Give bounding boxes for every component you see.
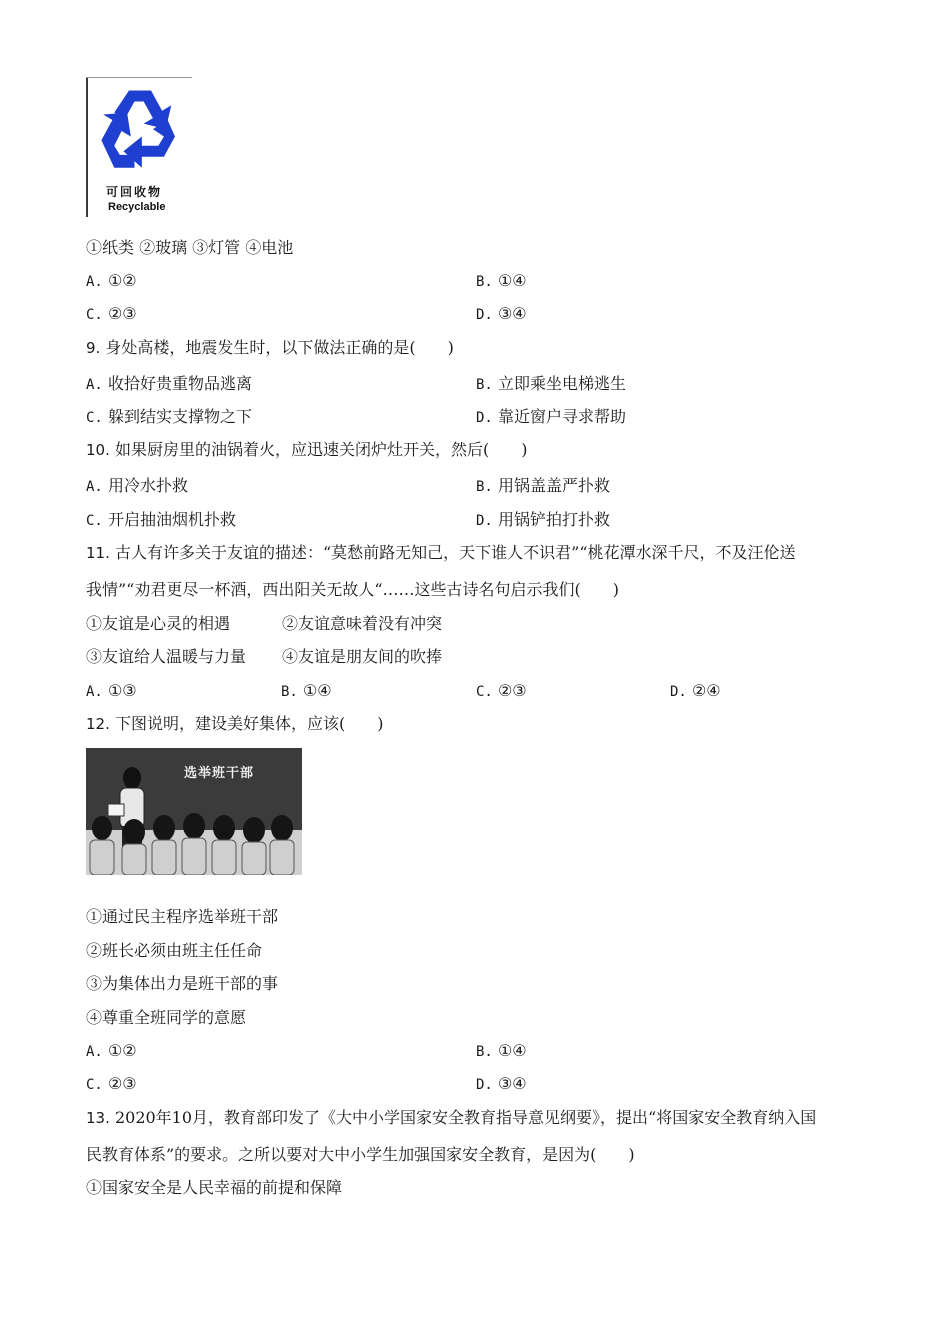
image-border [86,77,192,78]
question-text: 如果厨房里的油锅着火，应迅速关闭炉灶开关，然后( ) [114,440,528,459]
question-text: 身处高楼，地震发生时，以下做法正确的是( ) [105,338,454,357]
option-text: 躲到结实支撑物之下 [107,407,252,426]
option-letter: B. [281,684,298,700]
question-text: 2020年10月，教育部印发了《大中小学国家安全教育指导意见纲要》，提出“将国家安全教育纳入国 [114,1108,817,1127]
option-letter: C. [86,307,103,323]
option-text: 开启抽油烟机扑救 [107,510,236,529]
option-letter: C. [86,513,103,529]
question-number: 12. [86,715,110,733]
option-letter: C. [86,1077,103,1093]
option-text: ①④ [497,271,527,290]
image-border [86,77,88,217]
q11-option-d[interactable] [670,681,721,702]
q9-option-c[interactable] [86,407,252,428]
question-number: 10. [86,441,110,459]
question-number: 9. [86,339,101,357]
option-text: 用锅铲拍打扑救 [497,510,610,529]
q12-statement-1: ①通过民主程序选举班干部 [86,907,279,926]
teacher-and-students-illustration [86,748,302,875]
question-number: 11. [86,544,110,562]
q10-stem [86,440,527,460]
q12-statement-4: ④尊重全班同学的意愿 [86,1008,247,1027]
recycle-icon [94,85,186,177]
q9-option-b[interactable] [476,374,626,395]
q8-option-c[interactable] [86,304,137,325]
option-letter: B. [476,1044,493,1060]
question-text: 下图说明，建设美好集体，应该( ) [114,714,384,733]
option-letter: A. [86,377,103,393]
option-letter: C. [476,684,493,700]
recycle-label-cn: 可回收物 [106,185,163,199]
question-number: 13. [86,1109,110,1127]
option-text: 用冷水扑救 [107,476,188,495]
q11-statement-2: ②友谊意味着没有冲突 [282,614,443,633]
class-election-photo [86,748,302,875]
option-letter: D. [476,1077,493,1093]
option-text: ①③ [107,681,137,700]
option-text: ②③ [107,304,137,323]
option-text: ①④ [302,681,332,700]
option-letter: A. [86,684,103,700]
recycle-label-en: Recyclable [108,201,166,213]
q12-option-b[interactable] [476,1041,527,1062]
q11-stem-line2: 我情”“劝君更尽一杯酒，西出阳关无故人“……这些古诗名句启示我们( ) [86,580,620,599]
q8-option-b[interactable] [476,271,527,292]
q12-stem [86,714,383,734]
option-letter: D. [476,410,493,426]
q11-statement-1: ①友谊是心灵的相遇 [86,614,231,633]
q11-option-a[interactable] [86,681,137,702]
option-text: ①④ [497,1041,527,1060]
option-text: 靠近窗户寻求帮助 [497,407,626,426]
blackboard-text: 选举班干部 [184,766,255,781]
q13-stem-line1 [86,1108,816,1128]
option-text: 收拾好贵重物品逃离 [107,374,252,393]
q9-stem [86,338,454,358]
q12-option-c[interactable] [86,1074,137,1095]
q13-stem-line2: 民教育体系”的要求。之所以要对大中小学生加强国家安全教育，是因为( ) [86,1145,635,1164]
question-text: 古人有许多关于友谊的描述：“莫愁前路无知己，天下谁人不识君”“桃花潭水深千尺，不及汪伦送 [114,543,796,562]
option-letter: B. [476,377,493,393]
q11-statement-3: ③友谊给人温暖与力量 [86,647,247,666]
q12-option-a[interactable] [86,1041,137,1062]
recycle-sign-image [86,77,192,217]
q9-option-a[interactable] [86,374,252,395]
option-text: 用锅盖盖严扑救 [497,476,610,495]
option-text: ②④ [691,681,721,700]
q8-option-a[interactable] [86,271,137,292]
option-text: ①② [107,1041,137,1060]
q11-option-c[interactable] [476,681,527,702]
q8-option-d[interactable] [476,304,527,325]
option-letter: D. [476,513,493,529]
option-text: ①② [107,271,137,290]
option-letter: A. [86,1044,103,1060]
option-letter: B. [476,479,493,495]
q12-statement-2: ②班长必须由班主任任命 [86,941,263,960]
option-letter: D. [670,684,687,700]
option-text: ③④ [497,1074,527,1093]
q11-option-b[interactable] [281,681,332,702]
option-letter: A. [86,479,103,495]
q10-option-b[interactable] [476,476,610,497]
q9-option-d[interactable] [476,407,626,428]
q10-option-d[interactable] [476,510,610,531]
option-letter: B. [476,274,493,290]
q12-option-d[interactable] [476,1074,527,1095]
q8-items: ①纸类 ②玻璃 ③灯管 ④电池 [86,238,294,257]
q11-stem-line1 [86,543,796,563]
option-letter: A. [86,274,103,290]
option-letter: C. [86,410,103,426]
q10-option-c[interactable] [86,510,236,531]
q10-option-a[interactable] [86,476,188,497]
q13-statement-1: ①国家安全是人民幸福的前提和保障 [86,1178,343,1197]
q11-statement-4: ④友谊是朋友间的吹捧 [282,647,443,666]
option-text: 立即乘坐电梯逃生 [497,374,626,393]
q12-statement-3: ③为集体出力是班干部的事 [86,974,279,993]
option-text: ③④ [497,304,527,323]
option-text: ②③ [107,1074,137,1093]
option-letter: D. [476,307,493,323]
option-text: ②③ [497,681,527,700]
